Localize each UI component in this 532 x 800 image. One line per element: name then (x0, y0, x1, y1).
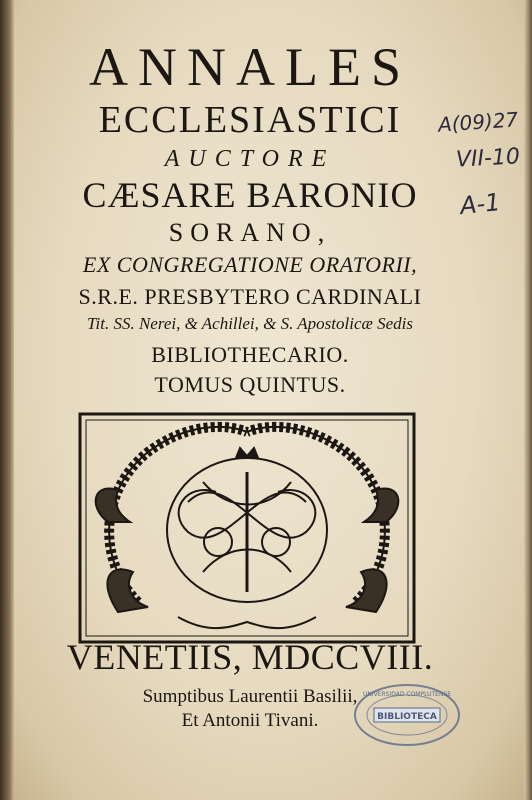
title-annales: ANNALES (89, 37, 411, 97)
handwritten-shelf-mark: VII-10 (455, 144, 521, 173)
congregation-line: EX CONGREGATIONE ORATORII, (82, 252, 418, 277)
titular-church-line: Tit. SS. Nerei, & Achillei, & S. Apostolicæ Sedis (87, 314, 413, 333)
author-name: CÆSARE BARONIO (82, 175, 418, 215)
library-stamp (352, 682, 462, 748)
cardinal-line: S.R.E. PRESBYTERO CARDINALI (78, 284, 422, 309)
title-ecclesiastici: ECCLESIASTICI (98, 99, 402, 141)
stamp-ring-text: UNIVERSIDAD COMPLUTENSE (362, 691, 452, 698)
author-origin: SORANO, (168, 218, 332, 247)
stamp-label: BIBLIOTECA (377, 712, 437, 722)
imprint-place-date: VENETIIS, MDCCVIII. (66, 637, 434, 677)
bibliothecario-line: BIBLIOTHECARIO. (151, 342, 349, 367)
auctore-line: AUCTORE (164, 146, 336, 172)
imprint-publisher-1: Sumptibus Laurentii Basilii, (142, 686, 358, 707)
handwritten-shelf-mark: A-1 (458, 187, 502, 221)
book-binding-edge (0, 0, 14, 800)
handwritten-shelf-mark: A(09)27 (437, 107, 519, 137)
imprint-publisher-2: Et Antonii Tivani. (181, 710, 319, 731)
page-edge (524, 0, 532, 800)
volume-line: TOMUS QUINTUS. (154, 372, 346, 397)
printers-device-ornament (78, 412, 416, 644)
